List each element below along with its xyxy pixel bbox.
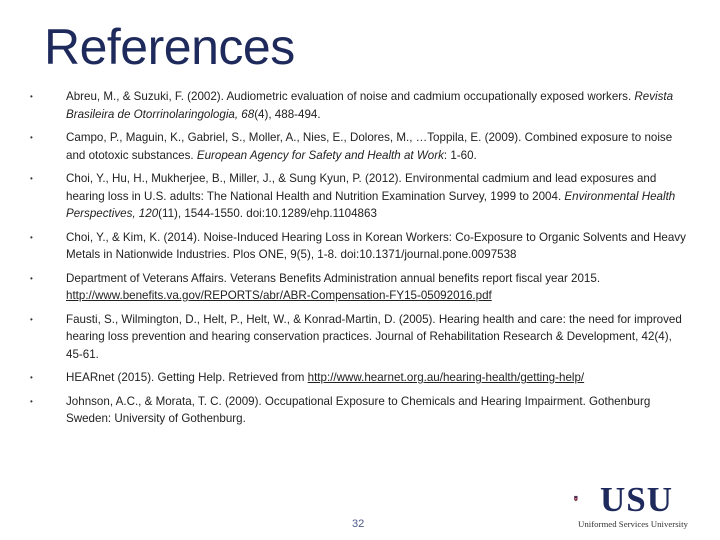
usu-shield-icon <box>574 484 596 516</box>
bullet-icon: • <box>30 133 33 142</box>
reference-text: Choi, Y., & Kim, K. (2014). Noise-Induced Hearing Loss in Korean Workers: Co-Exposure to Organic Solvents and Heavy Metals in Nationwide Industries. Plos ONE, 9(5), 1-8. doi:10.1371/journal.pone.0097538 <box>66 230 686 261</box>
reference-item <box>28 129 688 164</box>
reference-item <box>28 270 688 305</box>
reference-item <box>28 170 688 223</box>
logo-wordmark: USU <box>600 480 674 519</box>
bullet-icon: • <box>30 314 33 324</box>
logo-subtitle: Uniformed Services University <box>578 519 688 529</box>
reference-item <box>28 393 688 428</box>
reference-item <box>28 88 688 123</box>
reference-text: Campo, P., Maguin, K., Gabriel, S., Moller, A., Nies, E., Dolores, M., …Toppila, E. (2009). Combined exposure to noise and ototoxic substances. European Agency for Safety and Health at Work: 1-60. <box>66 131 673 162</box>
bullet-icon: • <box>30 273 33 283</box>
reference-link[interactable]: http://www.hearnet.org.au/hearing-health/getting-help/ <box>307 371 585 384</box>
reference-text: Choi, Y., Hu, H., Mukherjee, B., Miller, J., & Sung Kyun, P. (2012). Environmental cadmium and lead exposures and hearing loss in U.S. adults: The National Health and Nutrition Examination Survey, 1999 to 2004. Environmental Health Perspectives, 120(11), 1544-1550. doi:10.1289/ehp.1104863 <box>66 172 676 220</box>
reference-item <box>28 369 688 387</box>
reference-text: Johnson, A.C., & Morata, T. C. (2009). Occupational Exposure to Chemicals and Hearing Impairment. Gothenburg Sweden: University of Gothenburg. <box>66 394 651 425</box>
page-number: 32 <box>352 518 365 530</box>
slide-title: References <box>44 19 295 75</box>
reference-text: HEARnet (2015). Getting Help. Retrieved from http://www.hearnet.org.au/hearing-health/getting-help/ <box>66 371 585 384</box>
reference-list <box>28 88 688 428</box>
reference-link[interactable]: http://www.benefits.va.gov/REPORTS/abr/ABR-Compensation-FY15-05092016.pdf <box>66 289 492 302</box>
bullet-icon: • <box>30 396 33 406</box>
bullet-icon: • <box>30 373 33 382</box>
reference-item <box>28 311 688 364</box>
bullet-icon: • <box>30 92 33 101</box>
reference-text: Fausti, S., Wilmington, D., Helt, P., Helt, W., & Konrad-Martin, D. (2005). Hearing health and care: the need for improved hearing loss prevention and hearing conservation practices. Journal of Rehabilitation Research & Development, 42(4), 45-61. <box>66 312 682 361</box>
reference-item <box>28 229 688 264</box>
bullet-icon: • <box>30 232 33 242</box>
reference-text: Abreu, M., & Suzuki, F. (2002). Audiometric evaluation of noise and cadmium occupationally exposed workers. Revista Brasileira de Otorrinolaringologia, 68(4), 488-494. <box>66 90 674 121</box>
bullet-icon: • <box>30 174 33 183</box>
reference-text: Department of Veterans Affairs. Veterans Benefits Administration annual benefits report fiscal year 2015. http://www.benefits.va.gov/REPORTS/abr/ABR-Compensation-FY15-05092016.pdf <box>66 271 601 302</box>
